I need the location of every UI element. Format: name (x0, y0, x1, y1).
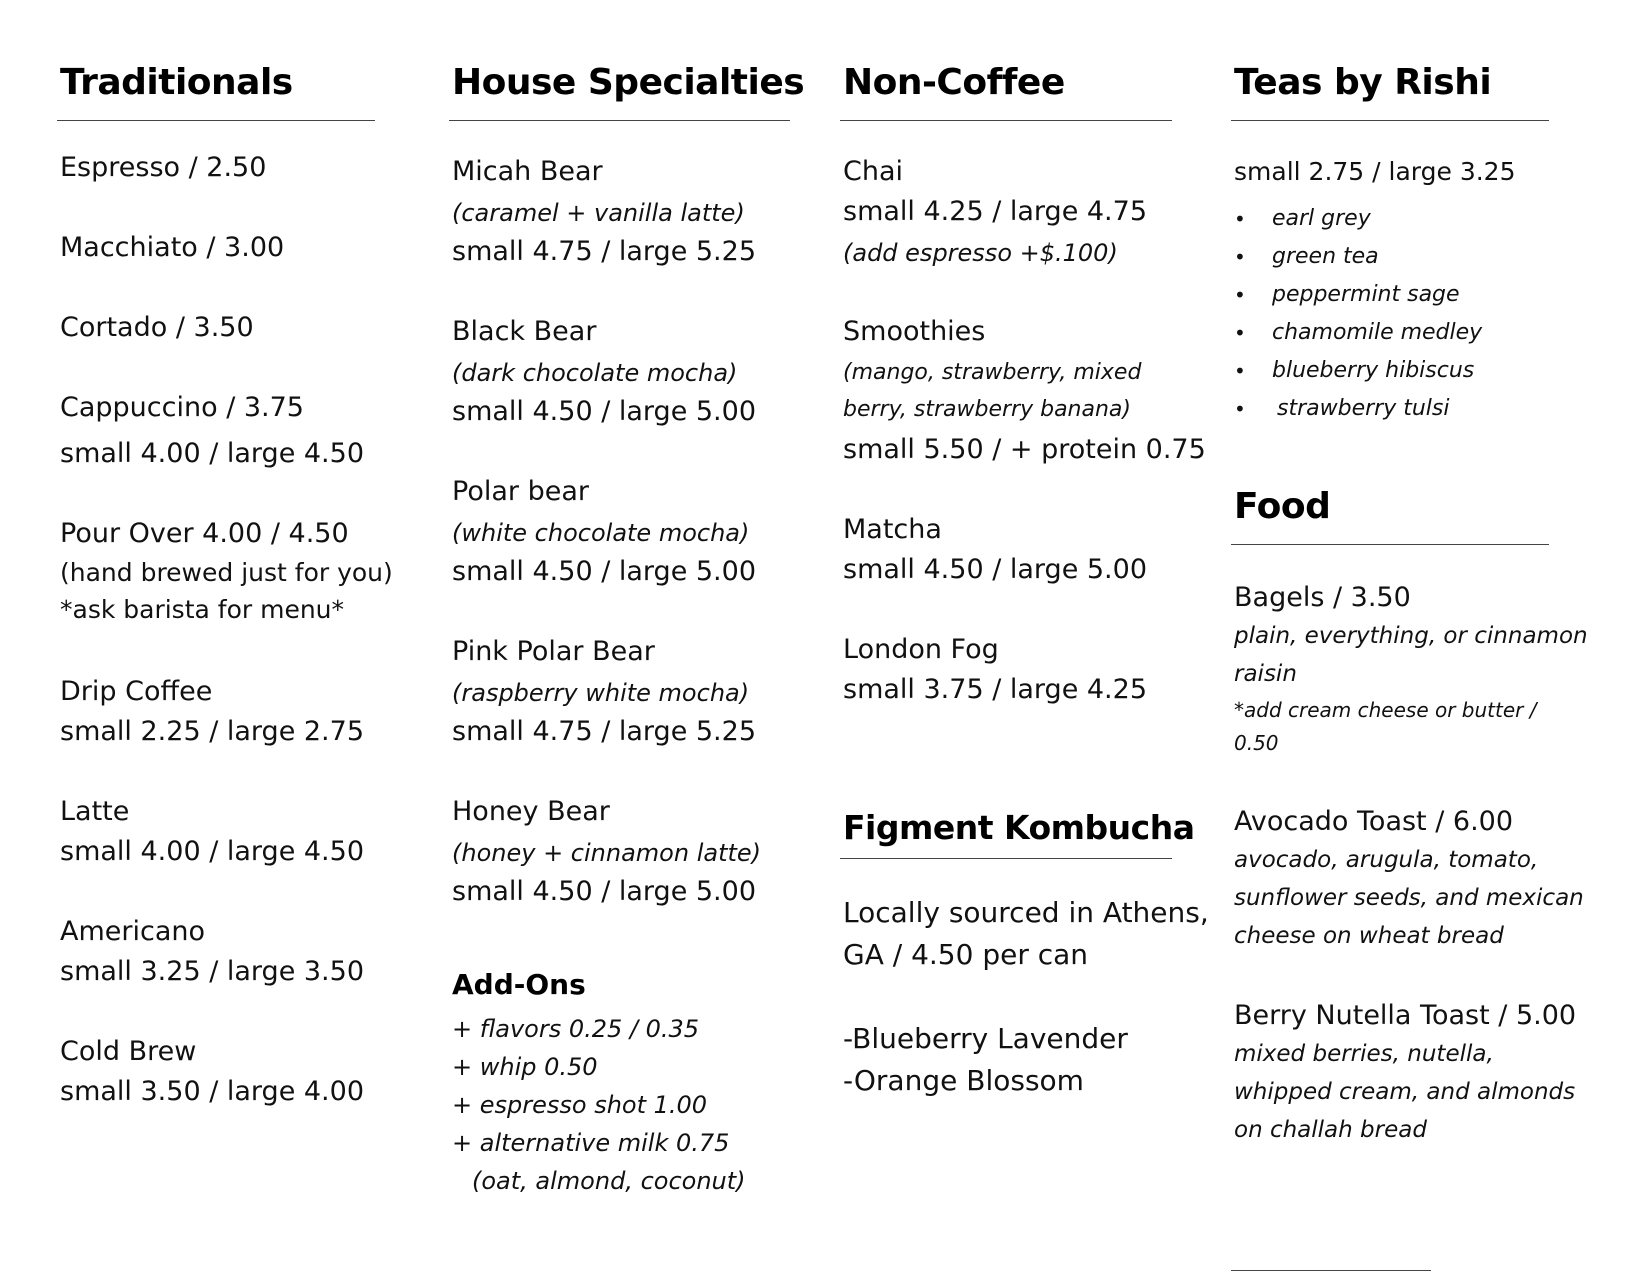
add-on-item: + flavors 0.25 / 0.35 (452, 1015, 700, 1043)
menu-item-americano: Americano (60, 916, 206, 947)
kombucha-divider (840, 858, 1172, 859)
menu-item-description: avocado, arugula, tomato, (1234, 847, 1539, 873)
menu-item-macchiato: Macchiato / 3.00 (60, 232, 285, 263)
menu-item-description: (hand brewed just for you) (60, 558, 393, 587)
menu-item-pink-polar-bear: Pink Polar Bear (452, 636, 655, 667)
teas-divider (1231, 120, 1549, 121)
kombucha-description: Locally sourced in Athens, (843, 896, 1209, 929)
menu-item-latte: Latte (60, 796, 130, 827)
house-specialties-heading: House Specialties (452, 62, 805, 103)
menu-item-description: plain, everything, or cinnamon (1234, 623, 1588, 649)
bottom-divider (1231, 1270, 1431, 1271)
add-on-item: + espresso shot 1.00 (452, 1091, 708, 1119)
traditionals-heading: Traditionals (60, 62, 293, 103)
menu-item-description: whipped cream, and almonds (1234, 1079, 1576, 1105)
menu-item-drip-coffee: Drip Coffee (60, 676, 213, 707)
menu-item-price: small 4.50 / large 5.00 (452, 396, 757, 427)
food-divider (1231, 544, 1549, 545)
bullet-icon: • (1234, 207, 1246, 231)
menu-item-price: small 4.00 / large 4.50 (60, 438, 365, 469)
kombucha-flavor: -Blueberry Lavender (843, 1022, 1128, 1055)
menu-item-note: *add cream cheese or butter / (1234, 698, 1537, 722)
menu-item-price: small 4.75 / large 5.25 (452, 716, 757, 747)
menu-item-description: raisin (1234, 661, 1297, 687)
menu-item-espresso: Espresso / 2.50 (60, 152, 267, 183)
menu-item-description: (raspberry white mocha) (452, 679, 750, 707)
add-on-item: + alternative milk 0.75 (452, 1129, 730, 1157)
menu-item-black-bear: Black Bear (452, 316, 597, 347)
bullet-icon: • (1234, 245, 1246, 269)
menu-item-price: small 4.75 / large 5.25 (452, 236, 757, 267)
food-heading: Food (1234, 486, 1331, 527)
menu-item-price: small 3.50 / large 4.00 (60, 1076, 365, 1107)
kombucha-heading: Figment Kombucha (843, 808, 1195, 847)
menu-item-description: (mango, strawberry, mixed (843, 360, 1142, 385)
menu-item-smoothies: Smoothies (843, 316, 986, 347)
menu-item-cold-brew: Cold Brew (60, 1036, 197, 1067)
teas-heading: Teas by Rishi (1234, 62, 1492, 103)
menu-item-description: (honey + cinnamon latte) (452, 839, 762, 867)
teas-price: small 2.75 / large 3.25 (1234, 157, 1516, 186)
menu-item-description: (caramel + vanilla latte) (452, 199, 745, 227)
tea-list-item (1234, 390, 1449, 428)
menu-item-matcha: Matcha (843, 514, 942, 545)
tea-list-item (1234, 238, 1379, 276)
menu-item-polar-bear: Polar bear (452, 476, 589, 507)
menu-item-description: sunflower seeds, and mexican (1234, 885, 1584, 911)
bullet-icon: • (1234, 321, 1246, 345)
menu-item-note: *ask barista for menu* (60, 595, 345, 624)
menu-item-price: small 2.25 / large 2.75 (60, 716, 365, 747)
menu-item-note: (add espresso +$.100) (843, 239, 1118, 267)
bullet-icon: • (1234, 283, 1246, 307)
non-coffee-heading: Non-Coffee (843, 62, 1065, 103)
menu-item-note: 0.50 (1234, 731, 1279, 755)
menu-item-london-fog: London Fog (843, 634, 999, 665)
menu-item-price: small 3.25 / large 3.50 (60, 956, 365, 987)
add-on-note: (oat, almond, coconut) (472, 1167, 746, 1195)
add-on-item: + whip 0.50 (452, 1053, 598, 1081)
tea-list-item (1234, 314, 1482, 352)
menu-item-avocado-toast: Avocado Toast / 6.00 (1234, 806, 1514, 837)
menu-item-pour-over: Pour Over 4.00 / 4.50 (60, 518, 349, 549)
traditionals-divider (57, 120, 375, 121)
non-coffee-divider (840, 120, 1172, 121)
tea-list-item (1234, 200, 1371, 238)
menu-item-price: small 5.50 / + protein 0.75 (843, 434, 1206, 465)
menu-item-price: small 4.50 / large 5.00 (452, 876, 757, 907)
tea-name: earl grey (1272, 206, 1371, 231)
menu-item-description: (white chocolate mocha) (452, 519, 750, 547)
kombucha-price: GA / 4.50 per can (843, 938, 1089, 971)
tea-name: strawberry tulsi (1277, 396, 1450, 421)
menu-item-cappuccino: Cappuccino / 3.75 (60, 392, 304, 423)
menu-item-price: small 4.50 / large 5.00 (843, 554, 1148, 585)
tea-name: blueberry hibiscus (1272, 358, 1475, 383)
menu-item-bagels: Bagels / 3.50 (1234, 582, 1411, 613)
menu-item-description: on challah bread (1234, 1117, 1427, 1143)
menu-item-description: (dark chocolate mocha) (452, 359, 738, 387)
house-specialties-divider (449, 120, 790, 121)
menu-item-price: small 3.75 / large 4.25 (843, 674, 1148, 705)
add-ons-heading: Add-Ons (452, 968, 586, 1001)
menu-item-description: mixed berries, nutella, (1234, 1041, 1494, 1067)
menu-item-cortado: Cortado / 3.50 (60, 312, 254, 343)
tea-name: chamomile medley (1272, 320, 1483, 345)
tea-name: peppermint sage (1272, 282, 1460, 307)
menu-item-honey-bear: Honey Bear (452, 796, 610, 827)
menu-item-berry-nutella-toast: Berry Nutella Toast / 5.00 (1234, 1000, 1577, 1031)
menu-item-description: berry, strawberry banana) (843, 397, 1131, 422)
kombucha-flavor: -Orange Blossom (843, 1064, 1084, 1097)
menu-item-price: small 4.25 / large 4.75 (843, 196, 1148, 227)
menu-item-price: small 4.00 / large 4.50 (60, 836, 365, 867)
menu-item-micah-bear: Micah Bear (452, 156, 603, 187)
bullet-icon: • (1234, 359, 1246, 383)
tea-list-item (1234, 352, 1474, 390)
menu-item-chai: Chai (843, 156, 904, 187)
tea-name: green tea (1272, 244, 1379, 269)
menu-item-price: small 4.50 / large 5.00 (452, 556, 757, 587)
tea-list-item (1234, 276, 1460, 314)
menu-item-description: cheese on wheat bread (1234, 923, 1504, 949)
bullet-icon: • (1234, 397, 1246, 421)
